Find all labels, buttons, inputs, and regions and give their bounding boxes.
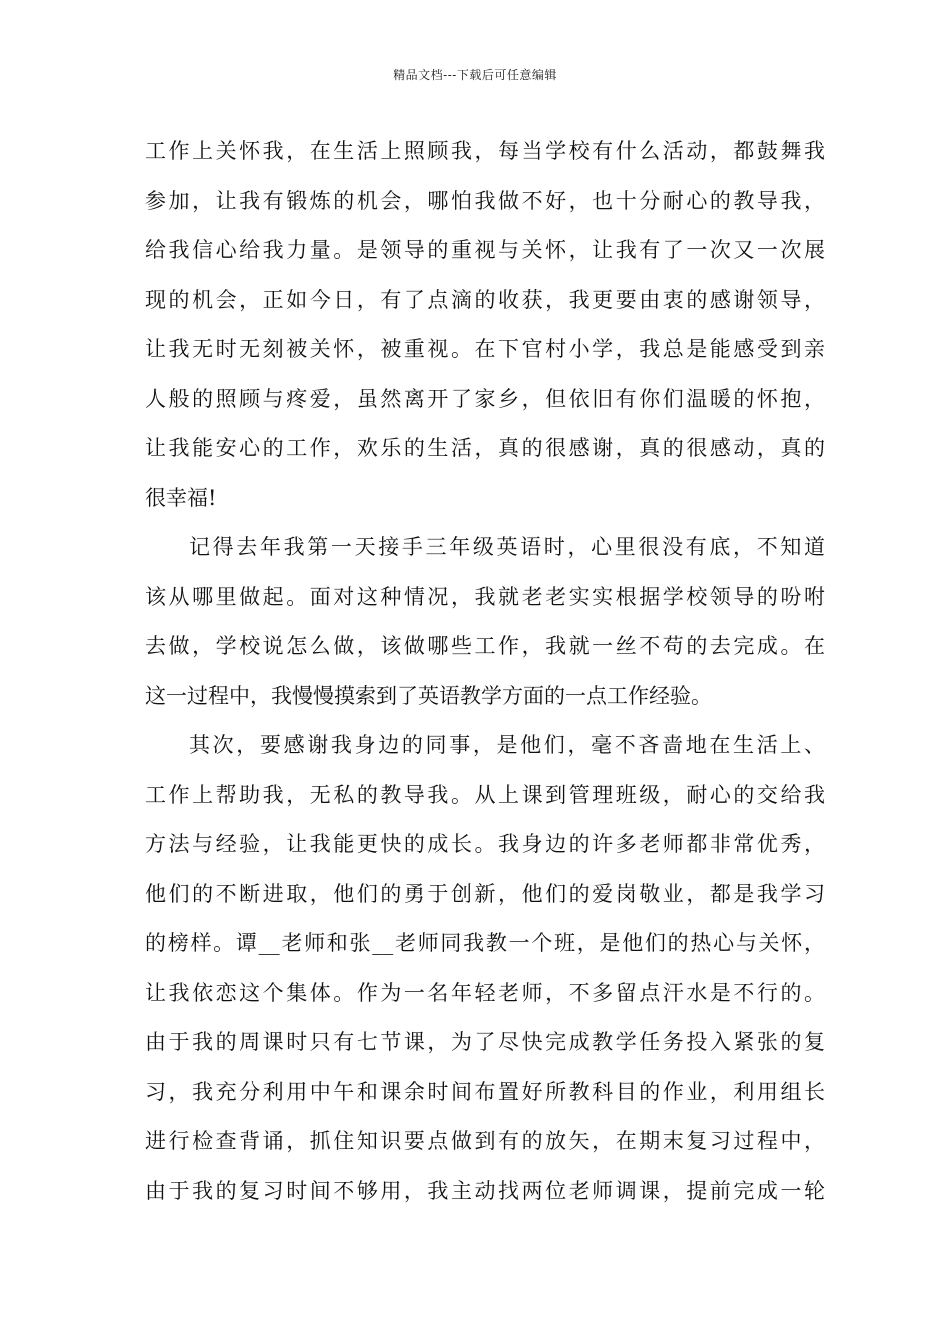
text-line: 现的机会，正如今日，有了点滴的收获，我更要由衷的感谢领导， [145, 287, 825, 312]
text-line: 方法与经验，让我能更快的成长。我身边的许多老师都非常优秀， [145, 832, 825, 856]
page-header: 精品文档---下载后可任意编辑 [393, 68, 557, 82]
text-line: 的榜样。谭__老师和张__老师同我教一个班，是他们的热心与关怀， [145, 931, 825, 955]
text-line: 很幸福! [145, 485, 217, 510]
text-line: 人般的照顾与疼爱，虽然离开了家乡，但依旧有你们温暖的怀抱， [145, 386, 825, 411]
text-line: 进行检查背诵，抓住知识要点做到有的放矢，在期末复习过程中， [145, 1129, 825, 1153]
text-line: 让我依恋这个集体。作为一名年轻老师，不多留点汗水是不行的。 [145, 980, 825, 1005]
text-line: 习，我充分利用中午和课余时间布置好所教科目的作业，利用组长 [145, 1079, 825, 1104]
text-line: 让我能安心的工作，欢乐的生活，真的很感谢，真的很感动，真的 [145, 436, 825, 460]
text-line: 他们的不断进取，他们的勇于创新，他们的爱岗敬业，都是我学习 [145, 881, 825, 906]
text-line: 该从哪里做起。面对这种情况，我就老老实实根据学校领导的吩咐 [145, 584, 825, 609]
body-text [145, 133, 825, 1222]
text-line: 由于我的周课时只有七节课，为了尽快完成教学任务投入紧张的复 [145, 1030, 825, 1054]
text-line: 工作上关怀我，在生活上照顾我，每当学校有什么活动，都鼓舞我 [145, 139, 825, 163]
text-line: 记得去年我第一天接手三年级英语时，心里很没有底，不知道 [189, 535, 825, 559]
text-line: 给我信心给我力量。是领导的重视与关怀，让我有了一次又一次展 [145, 238, 825, 262]
text-line: 去做，学校说怎么做，该做哪些工作，我就一丝不苟的去完成。在 [145, 634, 825, 658]
text-line: 由于我的复习时间不够用，我主动找两位老师调课，提前完成一轮 [145, 1178, 825, 1203]
text-line: 其次，要感谢我身边的同事，是他们，毫不吝啬地在生活上、 [189, 733, 825, 757]
text-line: 参加，让我有锻炼的机会，哪怕我做不好，也十分耐心的教导我， [145, 188, 825, 213]
text-line: 这一过程中，我慢慢摸索到了英语教学方面的一点工作经验。 [145, 683, 712, 708]
text-line: 让我无时无刻被关怀，被重视。在下官村小学，我总是能感受到亲 [145, 337, 825, 361]
text-line: 工作上帮助我，无私的教导我。从上课到管理班级，耐心的交给我 [145, 782, 825, 807]
